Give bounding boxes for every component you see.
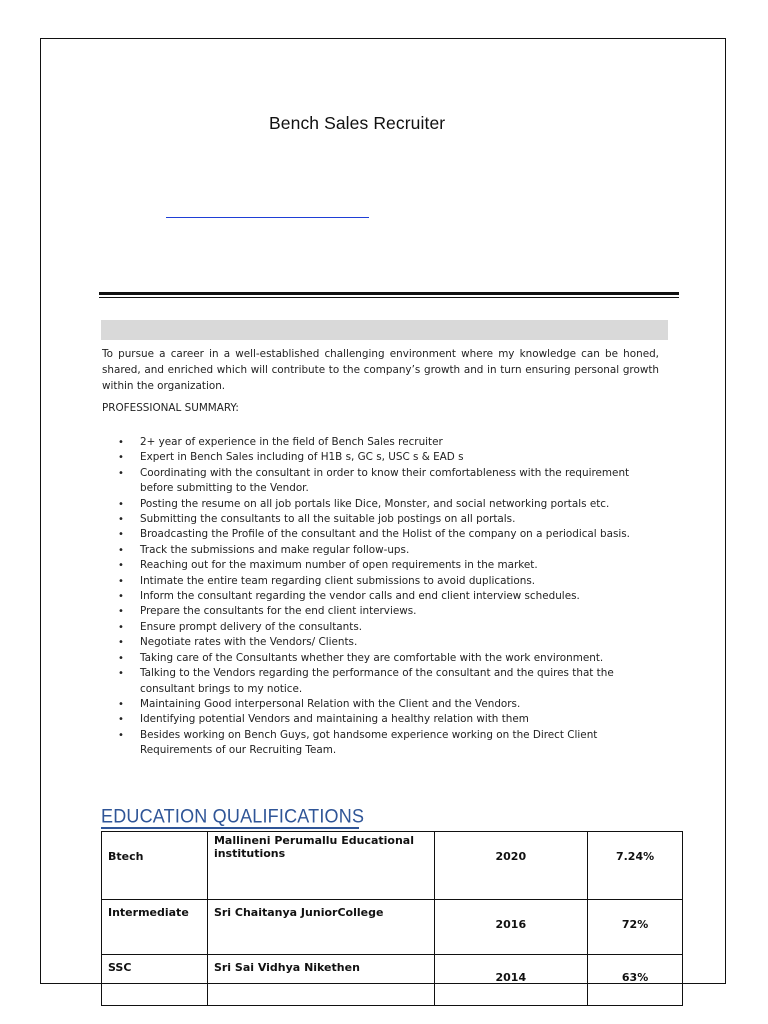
- list-item: • Reaching out for the maximum number of open requirements in the market.: [102, 558, 662, 573]
- list-item: • Maintaining Good interpersonal Relation with the Client and the Vendors.: [102, 697, 662, 712]
- education-year: 2014: [434, 955, 588, 1006]
- education-institution: Sri Sai Vidhya Nikethen: [207, 955, 434, 1006]
- resume-page: [40, 38, 726, 984]
- education-score: 7.24%: [588, 832, 683, 900]
- list-item: • Identifying potential Vendors and maintaining a healthy relation with them: [102, 712, 662, 727]
- bullet-icon: •: [118, 591, 124, 603]
- education-level: Btech: [102, 832, 208, 900]
- bullet-icon: •: [118, 729, 124, 741]
- education-heading: EDUCATION QUALIFICATIONS: [101, 805, 365, 827]
- list-item: • 2+ year of experience in the field of Bench Sales recruiter: [102, 435, 662, 450]
- bullet-icon: •: [118, 637, 124, 649]
- header-divider-thin: [99, 297, 679, 298]
- list-item: • Posting the resume on all job portals like Dice, Monster, and social networking portals etc.: [102, 497, 662, 512]
- list-item: • Expert in Bench Sales including of H1B s, GC s, USC s & EAD s: [102, 450, 662, 465]
- education-score: 72%: [588, 900, 683, 955]
- education-table: [101, 831, 683, 1006]
- bullet-icon: •: [118, 652, 124, 664]
- table-row: [102, 900, 683, 955]
- table-row: [102, 955, 683, 1006]
- bullet-icon: •: [118, 714, 124, 726]
- list-item: • Intimate the entire team regarding client submissions to avoid duplications.: [102, 574, 662, 589]
- list-item: • Inform the consultant regarding the vendor calls and end client interview schedules.: [102, 589, 662, 604]
- professional-summary-heading: PROFESSIONAL SUMMARY:: [102, 402, 239, 414]
- bullet-icon: •: [118, 437, 124, 448]
- bullet-icon: •: [118, 606, 124, 618]
- bullet-icon: •: [118, 575, 124, 587]
- table-row: [102, 832, 683, 900]
- header-divider-thick: [99, 292, 679, 295]
- bullet-icon: •: [118, 514, 124, 526]
- list-item: • Track the submissions and make regular follow-ups.: [102, 543, 662, 558]
- list-item: • Negotiate rates with the Vendors/ Clients.: [102, 635, 662, 650]
- hyperlink-underline[interactable]: [166, 217, 369, 218]
- education-level: Intermediate: [102, 900, 208, 955]
- list-item: • Broadcasting the Profile of the consultant and the Holist of the company on a periodical basis.: [102, 527, 662, 542]
- education-year: 2020: [434, 832, 588, 900]
- bullet-icon: •: [118, 668, 124, 680]
- list-item: • Besides working on Bench Guys, got handsome experience working on the Direct Client Requirements of our Recruiting Team.: [118, 728, 598, 757]
- list-item: • Coordinating with the consultant in order to know their comfortableness with the requirement before submitting to the Vendor.: [118, 466, 630, 495]
- list-item: • Taking care of the Consultants whether they are comfortable with the work environment.: [102, 651, 662, 666]
- bullet-icon: •: [118, 529, 124, 541]
- list-item: • Submitting the consultants to all the suitable job postings on all portals.: [102, 512, 662, 527]
- list-item: • Talking to the Vendors regarding the performance of the consultant and the quires that the consultant brings to my notice.: [118, 667, 614, 695]
- bullet-icon: •: [118, 621, 124, 633]
- list-item: • Ensure prompt delivery of the consultants.: [102, 620, 662, 635]
- education-level: SSC: [102, 955, 208, 1006]
- bullet-icon: •: [118, 498, 124, 510]
- resume-title: Bench Sales Recruiter: [269, 113, 446, 133]
- bullet-icon: •: [118, 544, 124, 556]
- objective-heading-band: [101, 320, 668, 340]
- summary-list: [102, 435, 662, 759]
- career-objective: To pursue a career in a well-established challenging environment where my knowledge can be honed, shared, and enriched which will contribute to the company’s growth and in turn ensuring personal growth within the organization.: [102, 348, 659, 392]
- education-heading-underline: [101, 827, 359, 829]
- education-institution: Sri Chaitanya JuniorCollege: [207, 900, 434, 955]
- education-institution: Mallineni Perumallu Educational institutions: [207, 832, 434, 900]
- education-score: 63%: [588, 955, 683, 1006]
- bullet-icon: •: [118, 560, 124, 572]
- list-item: • Prepare the consultants for the end client interviews.: [102, 604, 662, 619]
- bullet-icon: •: [118, 698, 124, 710]
- bullet-icon: •: [118, 452, 124, 464]
- bullet-icon: •: [118, 467, 124, 479]
- education-year: 2016: [434, 900, 588, 955]
